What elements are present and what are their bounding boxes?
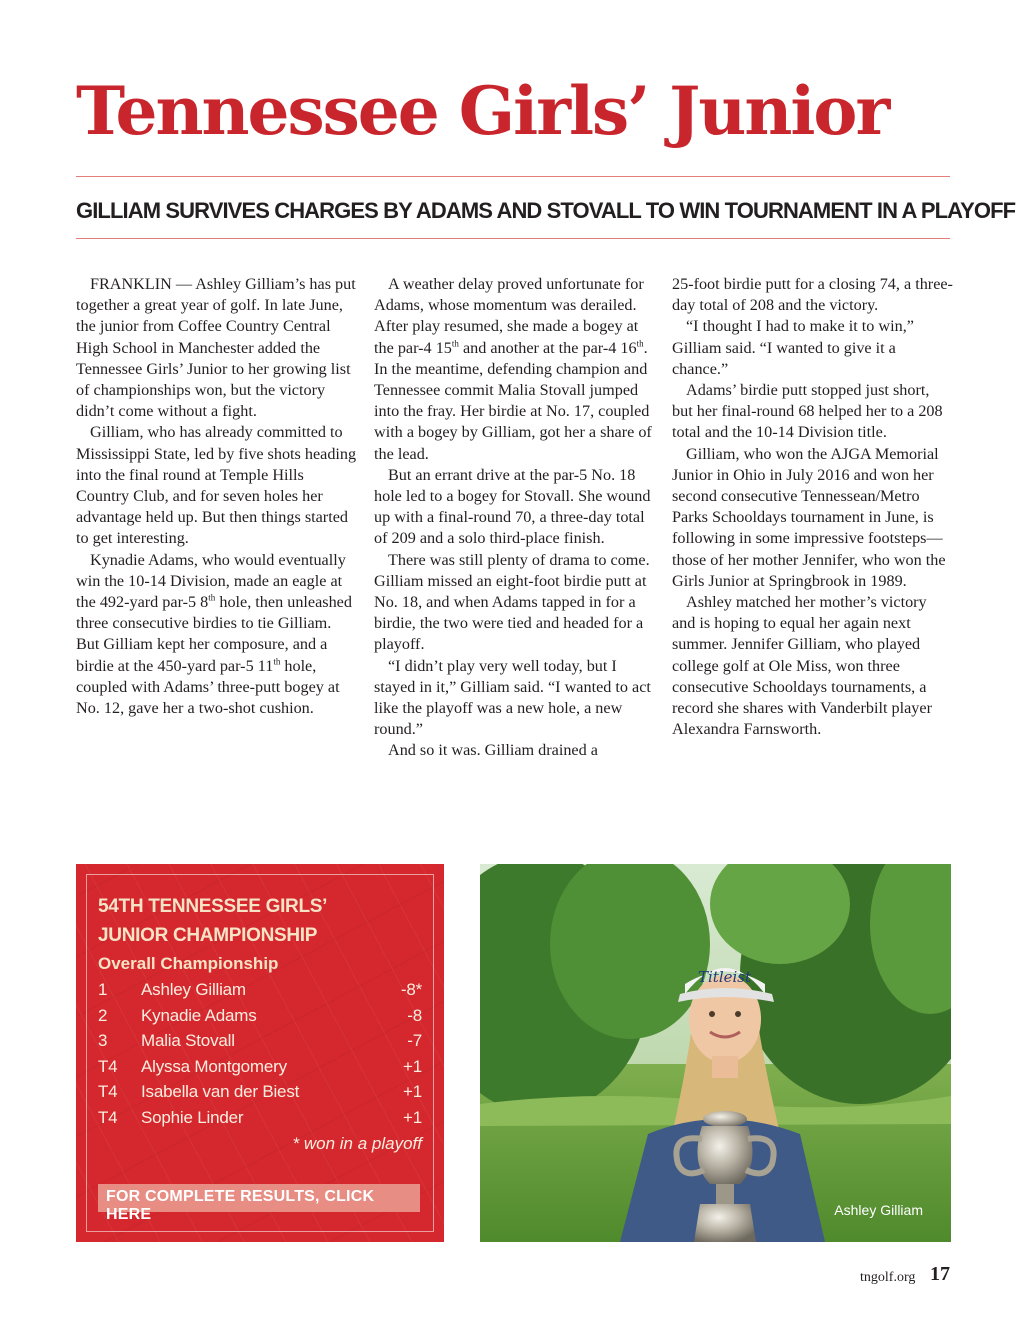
results-player-name: Alyssa Montgomery [141, 1056, 287, 1076]
results-player-name: Ashley Gilliam [141, 980, 246, 999]
text-run: and another at the par-4 16 [458, 338, 637, 357]
paragraph: “I didn’t play very well today, but I stayed in it,” Gilliam said. “I wanted to act like the playoff was a new hole, a new round.” [374, 656, 651, 739]
results-player-name: Isabella van der Biest [141, 1082, 300, 1101]
results-position: 1 [98, 980, 108, 999]
paragraph: There was still plenty of drama to come. Gilliam missed an eight-foot birdie putt at No. 18, and when Adams tapped in for a birdie, the two were tied and headed for a playoff. [374, 550, 650, 654]
subheadline: GILLIAM SURVIVES CHARGES BY ADAMS AND STOVALL TO WIN TOURNAMENT IN A PLAYOFF [76, 198, 1016, 223]
paragraph [76, 550, 358, 720]
text-run: A weather delay proved unfortunate for Adams, whose momentum was derailed. After play resumed, she made a bogey at the par-4 15 [374, 275, 644, 357]
paragraph: 25-foot birdie putt for a closing 74, a three-day total of 208 and the victory. [672, 275, 953, 315]
divider-bottom [76, 238, 950, 239]
photo-ashley-gilliam [480, 864, 951, 1242]
results-title-line: 54TH TENNESSEE GIRLS’ [98, 896, 328, 917]
results-row [98, 1006, 428, 1032]
paragraph: Ashley matched her mother’s victory and is hoping to equal her again next summer. Jennifer Gilliam, who played college golf at Ole Miss, won three consecutive Schooldays tournaments, a record she shares with Vanderbilt player Alexandra Farnsworth. [672, 593, 932, 739]
results-position: T4 [98, 1107, 118, 1127]
results-position: T4 [98, 1056, 118, 1076]
results-player-name: Sophie Linder [141, 1107, 244, 1127]
results-row [98, 980, 428, 1006]
playoff-note: * won in a playoff [292, 1134, 422, 1153]
paragraph [374, 274, 656, 465]
results-box [76, 864, 444, 1242]
results-list [98, 980, 428, 1133]
results-player-name: Kynadie Adams [141, 1005, 257, 1025]
ordinal-suffix: th [451, 338, 459, 349]
paragraph: Gilliam, who won the AJGA Memorial Junior in Ohio in July 2016 and won her second consecutive Tennessean/Metro Parks Schooldays tournament in June, is following in some impressive footsteps—those of her mother Jennifer, who won the Girls Junior at Springbrook in 1989. [672, 444, 946, 590]
photo-caption: Ashley Gilliam [834, 1202, 923, 1218]
results-title [98, 892, 418, 950]
headline: Tennessee Girls’ Junior [76, 72, 889, 150]
paragraph: And so it was. Gilliam drained a [388, 741, 598, 760]
divider-top [76, 176, 950, 177]
article-column-1 [76, 274, 358, 719]
paragraph: Adams’ birdie putt stopped just short, but her final-round 68 helped her to a 208 total and the 10-14 Division title. [672, 381, 943, 442]
cap-logo-text: Titleist [698, 968, 752, 986]
ordinal-suffix: th [636, 338, 644, 349]
photo-illustration [480, 864, 951, 1242]
results-player-name: Malia Stovall [141, 1031, 235, 1050]
text-run: Kynadie Adams, who would eventually win the 10-14 Division, made an eagle at the 492-yard par-5 8 [76, 550, 346, 612]
results-row [98, 1031, 428, 1057]
paragraph: “I thought I had to make it to win,” Gilliam said. “I wanted to give it a chance.” [672, 317, 914, 378]
results-position: 2 [98, 1005, 108, 1025]
ordinal-suffix: th [208, 592, 216, 603]
complete-results-link[interactable]: FOR COMPLETE RESULTS, CLICK HERE [98, 1184, 420, 1212]
article-column-3 [672, 274, 954, 740]
results-score: -8 [407, 1005, 422, 1025]
paragraph: FRANKLIN — Ashley Gilliam’s has put together a great year of golf. In late June, the junior from Coffee Country Central High School in Manchester added the Tennessee Girls’ Junior to her growing list of championships won, but the victory didn’t come without a fight. [76, 275, 356, 421]
paragraph: But an errant drive at the par-5 No. 18 hole led to a bogey for Stovall. She wound up with a final-round 70, a three-day total of 209 and a solo third-place finish. [374, 465, 651, 548]
results-position: T4 [98, 1082, 118, 1101]
article-column-2 [374, 274, 656, 762]
results-title-line: JUNIOR CHAMPIONSHIP [98, 925, 318, 946]
results-row [98, 1082, 428, 1108]
ordinal-suffix: th [273, 656, 281, 667]
results-row [98, 1108, 428, 1134]
text-run: . In the meantime, defending champion and Tennessee commit Malia Stovall jumped into the fray. Her birdie at No. 17, coupled with a bogey by Gilliam, got her a share of the lead. [374, 338, 652, 463]
paragraph: Gilliam, who has already committed to Mississippi State, led by five shots heading into the final round at Temple Hills Country Club, and for seven holes her advantage held up. But then things started to get interesting. [76, 423, 357, 548]
results-position: 3 [98, 1031, 108, 1050]
footer-site[interactable]: tngolf.org [860, 1270, 916, 1285]
results-score: +1 [403, 1082, 422, 1101]
results-score: +1 [403, 1107, 422, 1127]
text-run: hole, coupled with Adams’ three-putt bogey at No. 12, gave her a two-shot cushion. [76, 656, 340, 718]
results-score: -7 [407, 1031, 422, 1050]
results-score: -8* [400, 980, 422, 999]
page-number: 17 [930, 1263, 950, 1285]
results-score: +1 [403, 1056, 422, 1076]
text-run: hole, then unleashed three consecutive birdies to tie Gilliam. But Gilliam kept her composure, and a birdie at the 450-yard par-5 11 [76, 593, 352, 675]
results-section-heading: Overall Championship [98, 954, 279, 973]
results-row [98, 1057, 428, 1083]
